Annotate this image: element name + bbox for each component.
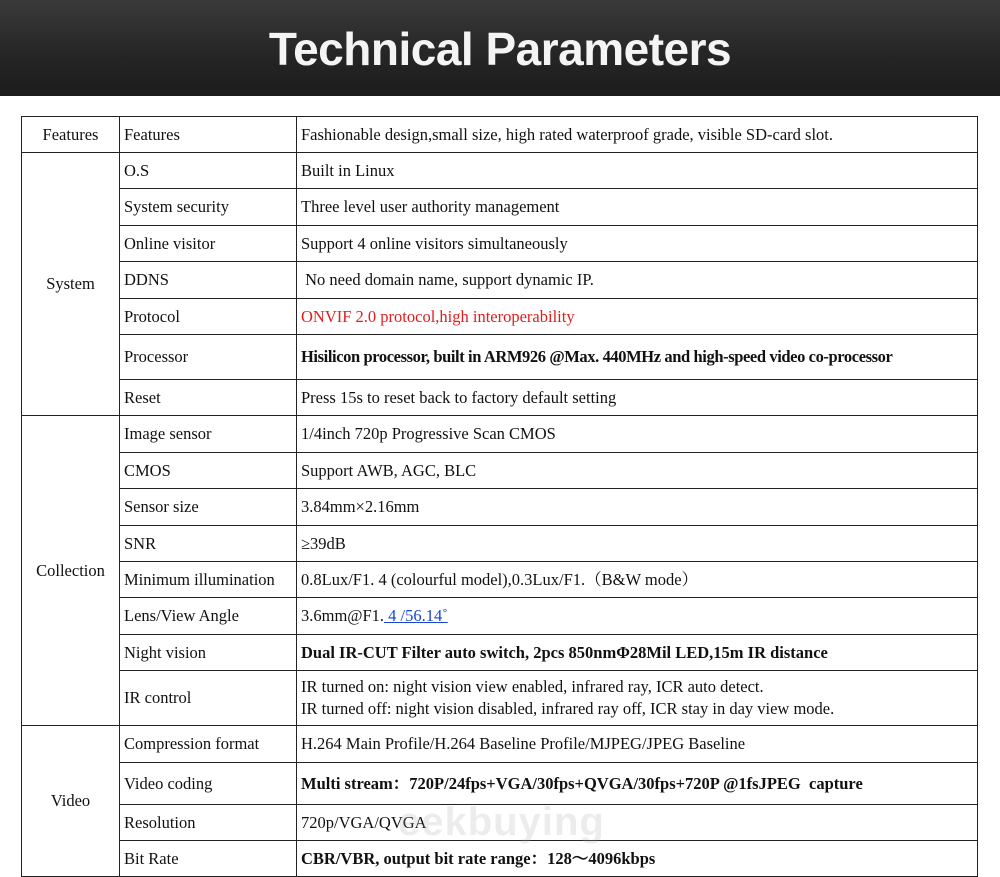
table-row [22,153,978,189]
feature-name-cell: Night vision [120,635,297,671]
watermark: eekbuying [398,800,605,844]
table-row [22,453,978,489]
ir-on-text: IR turned on: night vision view enabled, infrared ray, ICR auto detect. [301,677,764,696]
feature-name-cell: Resolution [120,805,297,841]
view-angle-link[interactable]: 4 /56.14˚ [384,606,448,625]
lens-value-text: 3.6mm@F1. [301,606,385,625]
table-row [22,380,978,416]
table-row [22,262,978,299]
feature-value-cell: Support 4 online visitors simultaneously [297,226,978,262]
feature-value-cell: CBR/VBR, output bit rate range：128～4096kbps [297,841,978,877]
feature-value-cell: Built in Linux [297,153,978,189]
technical-parameters-table [21,116,978,877]
table-row [22,335,978,380]
feature-name-cell: Reset [120,380,297,416]
feature-value-cell: Hisilicon processor, built in ARM926 @Max. 440MHz and high-speed video co-processor [297,335,978,380]
feature-value-cell: ONVIF 2.0 protocol,high interoperability [297,299,978,335]
ir-off-text: IR turned off: night vision disabled, infrared ray off, ICR stay in day view mode. [301,699,835,718]
feature-name-cell: IR control [120,671,297,726]
feature-name-cell: Features [120,117,297,153]
feature-name-cell: DDNS [120,262,297,299]
page-header [0,0,1000,96]
feature-name-cell: Protocol [120,299,297,335]
feature-name-cell: System security [120,189,297,226]
feature-value-cell: Three level user authority management [297,189,978,226]
feature-name-cell: CMOS [120,453,297,489]
category-cell: Features [22,117,120,153]
feature-name-cell: Sensor size [120,489,297,526]
table-row [22,416,978,453]
feature-name-cell: Bit Rate [120,841,297,877]
feature-value-cell [297,671,978,726]
feature-value-cell: H.264 Main Profile/H.264 Baseline Profile/MJPEG/JPEG Baseline [297,726,978,763]
table-row [22,562,978,598]
table-row [22,763,978,805]
feature-value-cell: 0.8Lux/F1. 4 (colourful model),0.3Lux/F1.（B&W mode） [297,562,978,598]
category-cell-video: Video [22,726,120,877]
feature-name-cell: O.S [120,153,297,189]
feature-value-cell: ≥39dB [297,526,978,562]
table-row [22,117,978,153]
feature-value-cell: Dual IR-CUT Filter auto switch, 2pcs 850nmΦ28Mil LED,15m IR distance [297,635,978,671]
table-row [22,189,978,226]
feature-value-cell: 720p/VGA/QVGA [297,805,978,841]
feature-name-cell: Lens/View Angle [120,598,297,635]
feature-value-cell: Press 15s to reset back to factory default setting [297,380,978,416]
table-row [22,226,978,262]
feature-name-cell: Image sensor [120,416,297,453]
feature-value-cell: Multi stream：720P/24fps+VGA/30fps+QVGA/30fps+720P @1fsJPEG capture [297,763,978,805]
feature-value-cell: Fashionable design,small size, high rated waterproof grade, visible SD-card slot. [297,117,978,153]
table-row [22,671,978,726]
table-row [22,489,978,526]
feature-value-cell: 3.84mm×2.16mm [297,489,978,526]
page-title: Technical Parameters [268,23,732,75]
feature-name-cell: SNR [120,526,297,562]
category-cell-system: System [22,153,120,416]
table-row [22,526,978,562]
feature-value-cell: Support AWB, AGC, BLC [297,453,978,489]
feature-name-cell: Online visitor [120,226,297,262]
table-row [22,841,978,877]
feature-value-cell [297,598,978,635]
feature-name-cell: Compression format [120,726,297,763]
table-row [22,805,978,841]
feature-name-cell: Minimum illumination [120,562,297,598]
feature-value-cell: 1/4inch 720p Progressive Scan CMOS [297,416,978,453]
table-row [22,598,978,635]
table-row [22,299,978,335]
feature-name-cell: Processor [120,335,297,380]
table-row [22,726,978,763]
table-row [22,635,978,671]
feature-name-cell: Video coding [120,763,297,805]
feature-value-cell: No need domain name, support dynamic IP. [297,262,978,299]
category-cell-collection: Collection [22,416,120,726]
